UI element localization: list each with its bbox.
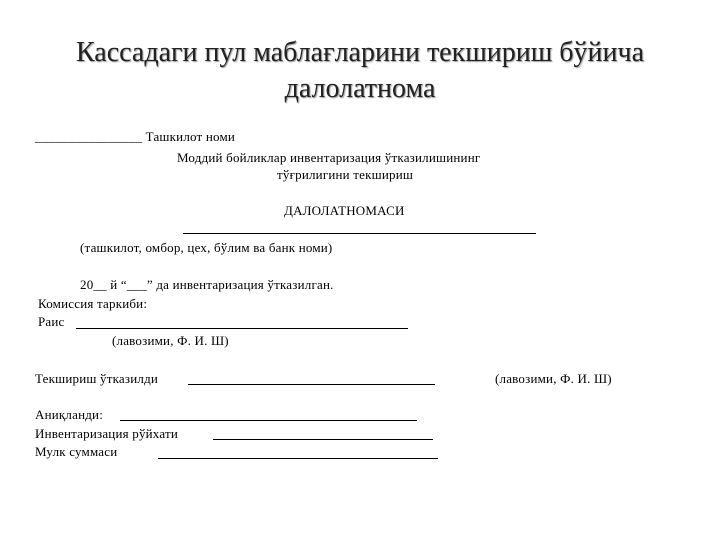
chair-hint: (лавозими, Ф. И. Ш) <box>112 333 229 348</box>
found-label: Аниқланди: <box>35 407 104 422</box>
act-heading: ДАЛОЛАТНОМАСИ <box>284 203 405 218</box>
property-sum-blank-line <box>158 458 438 459</box>
inventory-list-blank-line <box>213 439 433 440</box>
organization-blank-line <box>183 233 536 234</box>
document-title-line2: далолатнома <box>284 73 436 104</box>
checker-label: Текшириш ўтказилди <box>35 371 159 386</box>
property-sum-label: Мулк суммаси <box>35 444 118 459</box>
inventory-date-line: 20__ й “___” да инвентаризация ўтказилган. <box>80 277 334 292</box>
chair-label: Раис <box>38 314 65 329</box>
organization-name-line: ________________ Ташкилот номи <box>35 129 236 144</box>
subtitle-line2: тўғрилигини текшириш <box>277 167 414 182</box>
found-blank-line <box>120 420 417 421</box>
checker-blank-line <box>188 384 435 385</box>
chair-blank-line <box>76 328 408 329</box>
document-title-line1: Кассадаги пул маблағларини текшириш бўйича <box>75 37 645 68</box>
organization-hint: (ташкилот, омбор, цех, бўлим ва банк номи) <box>80 240 333 255</box>
commission-label: Комиссия таркиби: <box>38 296 148 311</box>
subtitle-line1: Моддий бойликлар инвентаризация ўтказилишининг <box>177 150 481 165</box>
inventory-list-label: Инвентаризация рўйхати <box>35 426 179 441</box>
checker-hint: (лавозими, Ф. И. Ш) <box>495 371 612 386</box>
